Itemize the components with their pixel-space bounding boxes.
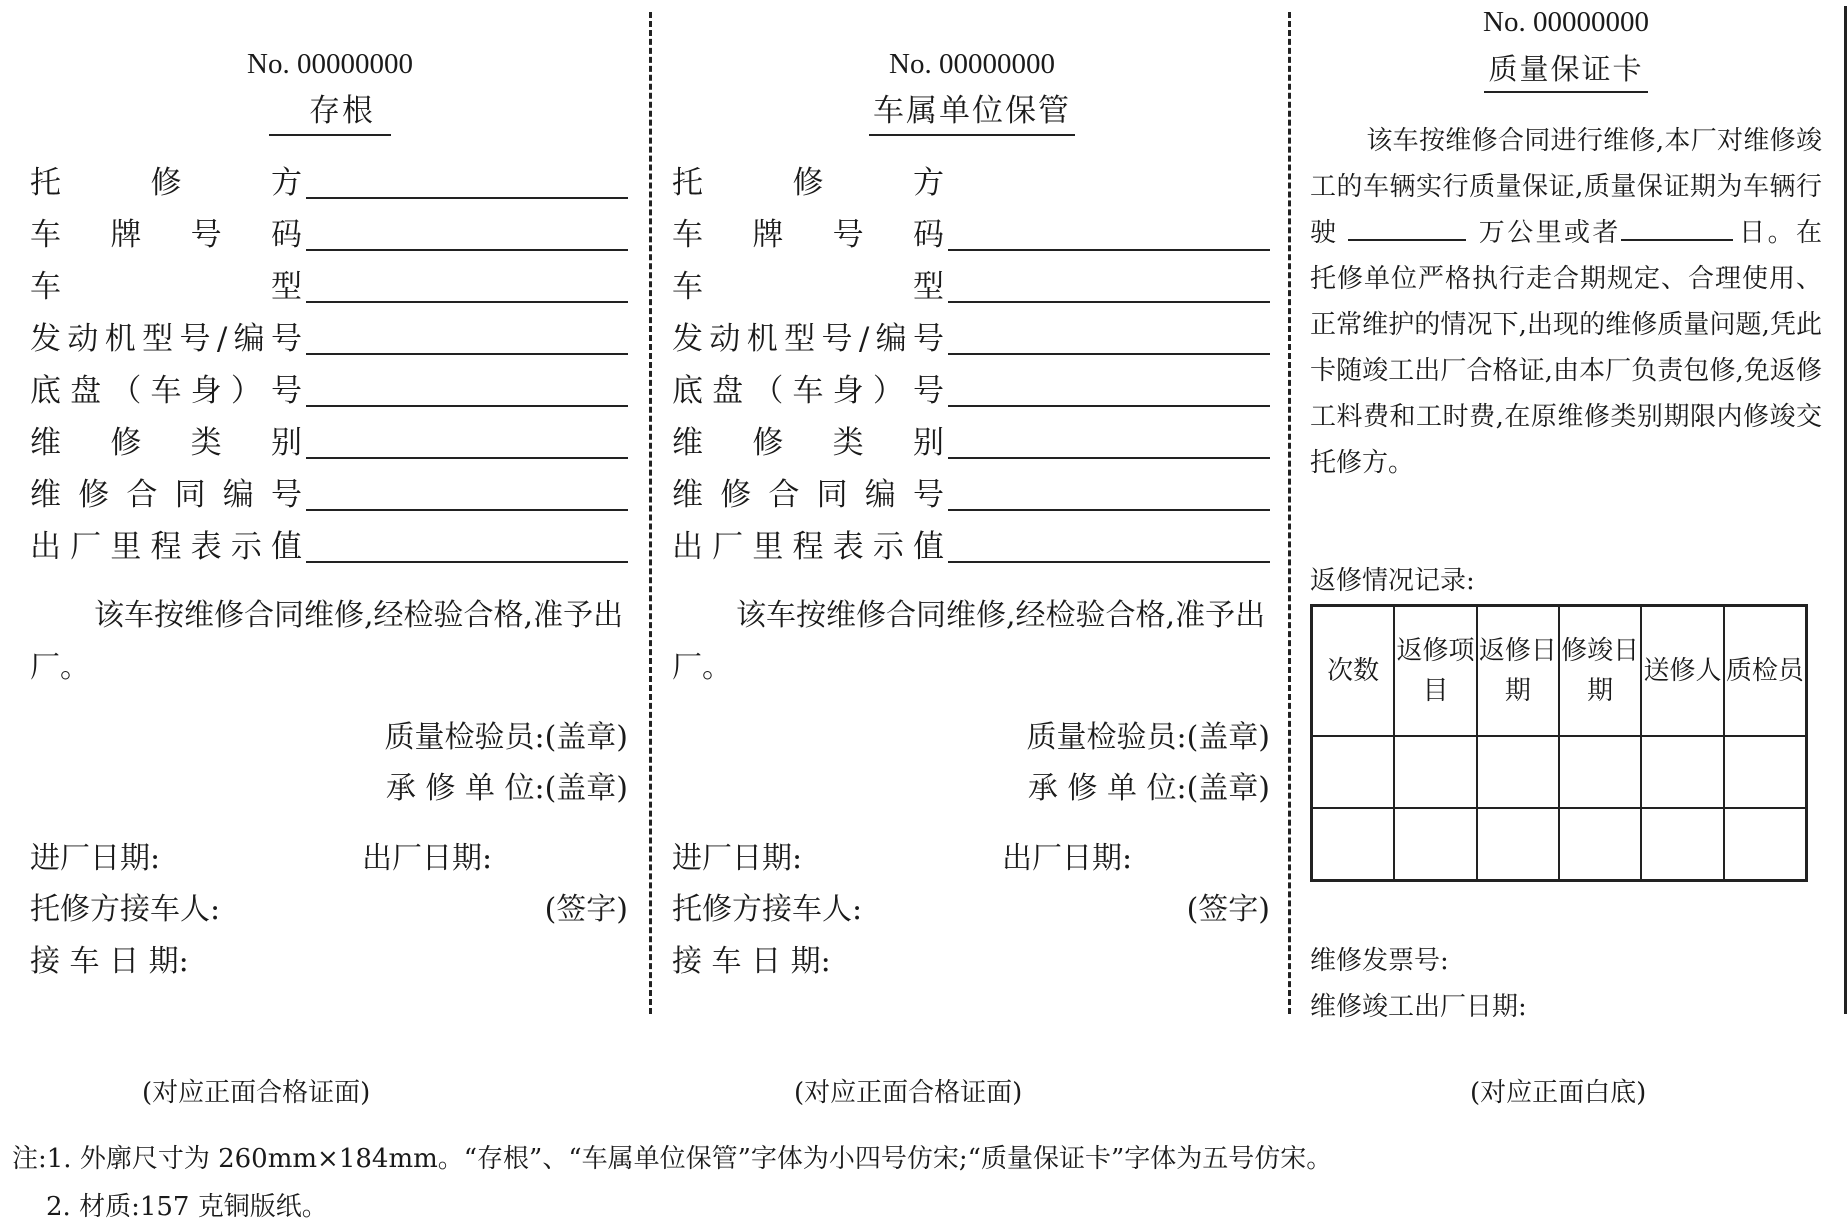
table-header-cell: 返修项目 (1394, 606, 1476, 737)
fill-line[interactable] (306, 405, 628, 407)
fill-line[interactable] (948, 249, 1270, 251)
field-label: 托修方 (30, 165, 302, 201)
table-header-row (1312, 606, 1807, 737)
field-row (30, 317, 628, 361)
in-date-label: 进厂日期: (672, 841, 803, 876)
field-row (672, 213, 1270, 257)
field-row (672, 525, 1270, 569)
field-label: 车牌号码 (30, 217, 302, 253)
fill-line[interactable] (948, 561, 1270, 563)
table-header-cell: 送修人 (1641, 606, 1723, 737)
right-border-line (1844, 6, 1847, 1014)
rework-record-table (1310, 604, 1808, 882)
invoice-number-label: 维修发票号: (1310, 946, 1449, 976)
fill-line[interactable] (306, 509, 628, 511)
stub-caption: (对应正面合格证面) (142, 1078, 371, 1108)
owner-title: 车属单位保管 (672, 93, 1272, 136)
field-label: 出厂里程表示值 (672, 529, 944, 565)
warranty-title: 质量保证卡 (1310, 52, 1822, 93)
receive-date-label: 接 车 日 期: (672, 944, 831, 979)
field-row (672, 369, 1270, 413)
fill-line[interactable] (948, 457, 1270, 459)
field-label: 发动机型号/编号 (30, 321, 302, 357)
table-header-cell: 返修日期 (1477, 606, 1559, 737)
field-label: 维修合同编号 (672, 477, 944, 513)
table-cell[interactable] (1724, 736, 1807, 808)
stub-serial-number: No. 00000000 (247, 48, 413, 80)
receiver-label: 托修方接车人: (30, 892, 221, 927)
warranty-panel (1310, 0, 1822, 1108)
field-label: 底盘（车身）号 (672, 373, 944, 409)
perforation-line-1 (649, 12, 652, 1014)
table-cell[interactable] (1559, 736, 1641, 808)
table-cell[interactable] (1641, 736, 1723, 808)
rework-record-label: 返修情况记录: (1310, 566, 1475, 596)
completion-date-label: 维修竣工出厂日期: (1310, 992, 1527, 1022)
mileage-blank[interactable] (1348, 213, 1466, 241)
field-row (672, 473, 1270, 517)
field-label: 车牌号码 (672, 217, 944, 253)
perforation-line-2 (1288, 12, 1291, 1014)
owner-serial-number: No. 00000000 (889, 48, 1055, 80)
field-label: 出厂里程表示值 (30, 529, 302, 565)
out-date-label: 出厂日期: (362, 841, 493, 876)
field-label: 维修类别 (672, 425, 944, 461)
table-header-cell: 修竣日期 (1559, 606, 1641, 737)
field-row (672, 265, 1270, 309)
table-cell[interactable] (1724, 808, 1807, 881)
table-row (1312, 736, 1807, 808)
fill-line[interactable] (306, 353, 628, 355)
table-cell[interactable] (1394, 808, 1476, 881)
fill-line[interactable] (306, 561, 628, 563)
in-date-label: 进厂日期: (30, 841, 161, 876)
receiver-label: 托修方接车人: (672, 892, 863, 927)
field-row (30, 369, 628, 413)
signature-label: (签字) (544, 892, 628, 927)
inspector-stamp-label: 质量检验员:(盖章) (1026, 720, 1270, 755)
stub-panel (30, 0, 630, 1108)
inspector-stamp-label: 质量检验员:(盖章) (384, 720, 628, 755)
field-row (30, 421, 628, 465)
warranty-terms: 该车按维修合同进行维修,本厂对维修竣工的车辆实行质量保证,质量保证期为车辆行驶 万公里或者 日。在托修单位严格执行走合期规定、合理使用、正常维护的情况下,出现的维修质量问题,凭此卡随竣工出厂合格证,由本厂负责包修,免返修工料费和工时费,在原维修类别期限内修竣交托修方。 (1310, 126, 1822, 478)
field-row (672, 421, 1270, 465)
field-label: 底盘（车身）号 (30, 373, 302, 409)
stub-pass-statement: 该车按维修合同维修,经检验合格,准予出厂。 (30, 598, 624, 685)
owner-copy-panel (672, 0, 1272, 1108)
field-row (30, 473, 628, 517)
fill-line[interactable] (948, 353, 1270, 355)
table-header-cell: 次数 (1312, 606, 1395, 737)
table-cell[interactable] (1477, 736, 1559, 808)
table-cell[interactable] (1312, 808, 1395, 881)
fill-line[interactable] (948, 301, 1270, 303)
table-row (1312, 808, 1807, 881)
field-label: 车型 (30, 269, 302, 305)
fill-line[interactable] (306, 197, 628, 199)
note-line-2: 2. 材质:157 克铜版纸。 (46, 1192, 328, 1222)
receive-date-label: 接 车 日 期: (30, 944, 189, 979)
owner-pass-statement: 该车按维修合同维修,经检验合格,准予出厂。 (672, 598, 1266, 685)
table-cell[interactable] (1641, 808, 1723, 881)
repair-unit-stamp-label: 承 修 单 位:(盖章) (385, 771, 628, 806)
field-row (672, 317, 1270, 361)
field-row (672, 161, 1270, 205)
table-header-cell: 质检员 (1724, 606, 1807, 737)
fill-line[interactable] (948, 405, 1270, 407)
table-cell[interactable] (1312, 736, 1395, 808)
stub-title: 存根 (30, 93, 630, 136)
field-label: 维修合同编号 (30, 477, 302, 513)
field-row (30, 161, 628, 205)
field-row (30, 265, 628, 309)
table-cell[interactable] (1394, 736, 1476, 808)
fill-line[interactable] (948, 509, 1270, 511)
field-row (30, 213, 628, 257)
fill-line[interactable] (306, 457, 628, 459)
fill-line[interactable] (306, 301, 628, 303)
out-date-label: 出厂日期: (1002, 841, 1133, 876)
warranty-serial-number: No. 00000000 (1483, 6, 1649, 38)
days-blank[interactable] (1621, 213, 1733, 241)
table-cell[interactable] (1559, 808, 1641, 881)
owner-caption: (对应正面合格证面) (794, 1078, 1023, 1108)
repair-unit-stamp-label: 承 修 单 位:(盖章) (1027, 771, 1270, 806)
field-row (30, 525, 628, 569)
field-label: 托修方 (672, 165, 944, 201)
field-label: 维修类别 (30, 425, 302, 461)
fill-line[interactable] (306, 249, 628, 251)
field-label: 发动机型号/编号 (672, 321, 944, 357)
warranty-caption: (对应正面白底) (1470, 1078, 1647, 1108)
table-cell[interactable] (1477, 808, 1559, 881)
note-line-1: 注:1. 外廓尺寸为 260mm×184mm。“存根”、“车属单位保管”字体为小四号仿宋;“质量保证卡”字体为五号仿宋。 (12, 1144, 1333, 1174)
signature-label: (签字) (1186, 892, 1270, 927)
field-label: 车型 (672, 269, 944, 305)
